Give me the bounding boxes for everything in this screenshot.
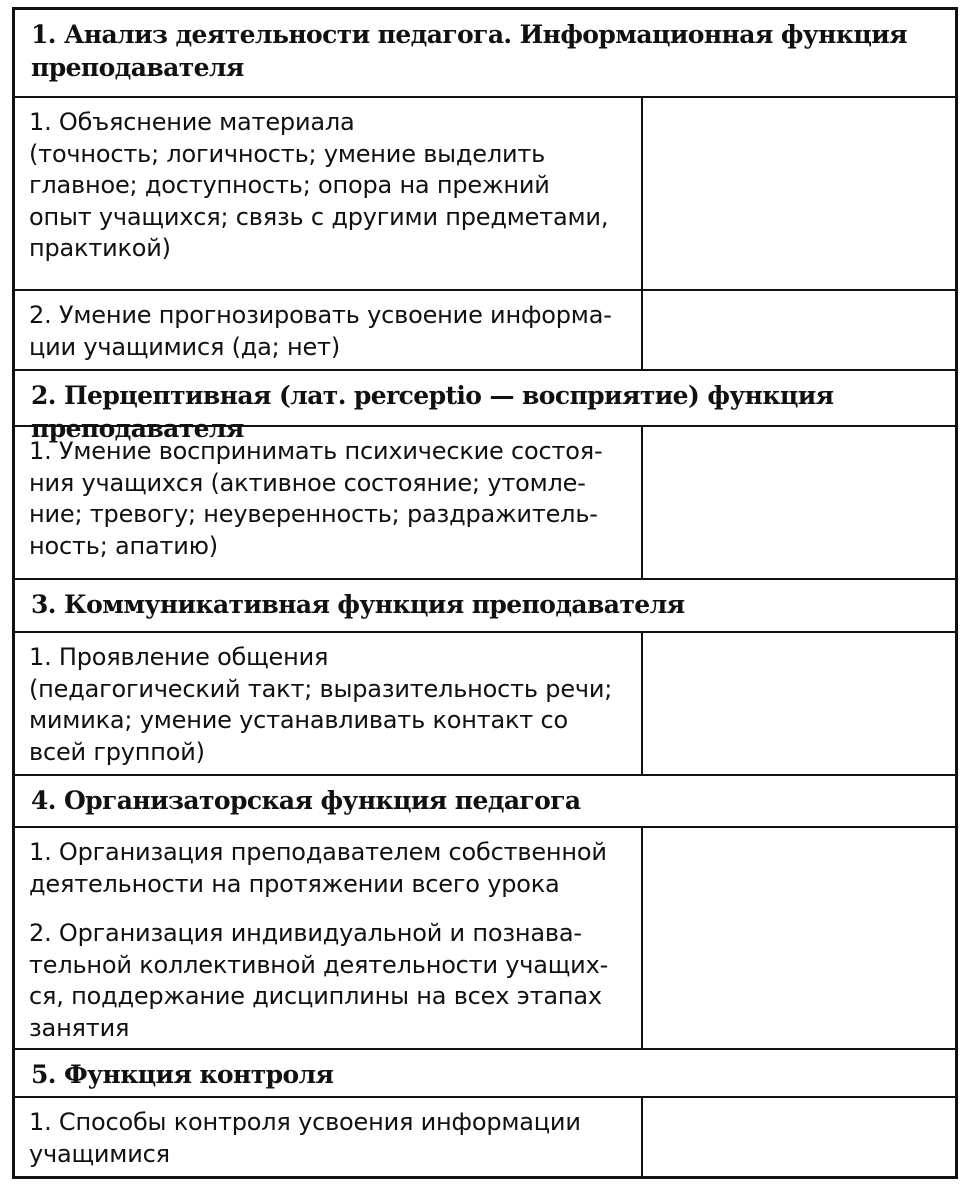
criterion-line: (точность; логичность; умение выделить — [29, 139, 546, 168]
criterion-line: учащимися — [29, 1139, 170, 1168]
section-heading-1 — [15, 10, 955, 98]
criterion-cell — [15, 427, 643, 578]
criterion-line: 1. Объяснение материала — [29, 108, 355, 136]
criterion-line: 2. Организация индивидуальной и познава- — [29, 919, 582, 947]
score-cell[interactable] — [643, 98, 955, 289]
score-cell[interactable] — [643, 633, 955, 774]
criterion-line: мимика; умение устанавливать контакт со — [29, 706, 568, 734]
heading-line: 5. Функция контроля — [31, 1060, 334, 1089]
heading-line: 4. Организаторская функция педагога — [31, 786, 581, 815]
criterion-line: практикой) — [29, 234, 171, 262]
section-heading-2 — [15, 371, 955, 443]
criterion-line: ность; апатию) — [29, 531, 218, 560]
section-heading-3 — [15, 580, 955, 633]
criterion-cell — [15, 633, 643, 774]
heading-line: 1. Анализ деятельности педагога. Информационная функция — [31, 20, 908, 49]
table-row — [15, 98, 955, 291]
heading-line: преподавателя — [31, 53, 244, 82]
criterion-line: опыт учащихся; связь с другими предметами, — [29, 202, 609, 231]
score-cell[interactable] — [643, 828, 955, 1048]
criterion-line: 1. Проявление общения — [29, 643, 329, 671]
table-row — [15, 1098, 955, 1176]
criterion-line: деятельности на протяжении всего урока — [29, 869, 560, 898]
criterion-cell — [15, 98, 643, 289]
section-heading-4 — [15, 776, 955, 828]
table-row — [15, 291, 955, 371]
criterion-cell — [15, 291, 643, 369]
criterion-line: занятия — [29, 1013, 130, 1042]
criterion-line: всей группой) — [29, 737, 205, 766]
table-row — [15, 633, 955, 776]
score-cell[interactable] — [643, 1098, 955, 1176]
table-row — [15, 828, 955, 1050]
criterion-line: тельной коллективной деятельности учащих- — [29, 950, 609, 979]
criterion-line: ся, поддержание дисциплины на всех этапах — [29, 982, 602, 1010]
criterion-line: ния учащихся (активное состояние; утомле- — [29, 468, 586, 497]
criterion-line: 1. Организация преподавателем собственной — [29, 838, 607, 866]
section-heading-5 — [15, 1050, 955, 1098]
heading-line: 3. Коммуникативная функция преподавателя — [31, 590, 685, 619]
criterion-line: главное; доступность; опора на прежний — [29, 171, 550, 199]
score-cell[interactable] — [643, 427, 955, 578]
criterion-line: (педагогический такт; выразительность речи; — [29, 674, 613, 703]
criterion-line: 1. Способы контроля усвоения информации — [29, 1108, 581, 1136]
criterion-cell — [15, 1098, 643, 1176]
score-cell[interactable] — [643, 291, 955, 369]
table-row — [15, 427, 955, 580]
criterion-line: 1. Умение воспринимать психические состоя- — [29, 437, 603, 465]
criterion-line: ние; тревогу; неуверенность; раздражитель- — [29, 500, 598, 528]
criterion-line: 2. Умение прогнозировать усвоение информа- — [29, 301, 612, 329]
heading-line: 2. Перцептивная (лат. perceptio — восприятие) функция преподавателя — [31, 381, 834, 443]
criterion-line: ции учащимися (да; нет) — [29, 332, 340, 361]
criterion-cell — [15, 828, 643, 1048]
evaluation-table — [12, 7, 958, 1179]
